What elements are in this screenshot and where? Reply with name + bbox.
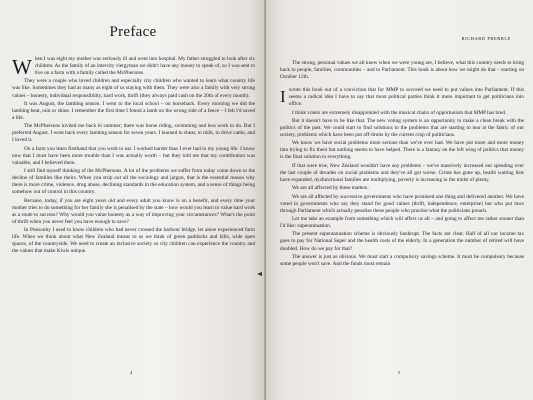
page-edge-marker bbox=[257, 272, 262, 276]
drop-cap-w: W bbox=[12, 55, 32, 79]
left-paragraph-6: I still find myself thinking of the McPhersons. A lot of the problems we suffer from today come down to the decline of families like theirs. When you strip out all the sociology and jargon, that is the essential reason why there is more crime, violence, drug abuse, declining standards in the education system, and a sense of things being somehow out of control in this country. bbox=[12, 168, 255, 196]
left-paragraph-5: On a farm you learn firsthand that you work to eat. I worked harder than I ever had in my young life. I know now that I must have been more trouble than I was actually worth – but they told me that my contribution was valuable, and I believed them. bbox=[12, 145, 255, 166]
right-paragraph-2: I think voters are extremely disappointed with the musical chairs of opportunism that MMP has bred. bbox=[292, 109, 507, 116]
right-text-column bbox=[280, 60, 524, 269]
drop-cap-i: I bbox=[280, 87, 286, 107]
right-paragraph-1: Iwrote this book out of a conviction that for MMP to succeed we need to put values into Parliament. If this seems a radical idea I have to say that most political parties think it more important to get politicians into office. bbox=[280, 87, 524, 108]
right-paragraph-9: The present superannuation scheme is obviously bankrupt. The facts are clear. Half of all our income tax goes to pay for National Super and the health costs of the elderly. In a generation the number of retired will have doubled. How do we pay for that? bbox=[280, 231, 524, 252]
right-paragraph-5: If that were true, New Zealand wouldn't have any problems – we've massively increased our spending over the last couple of decades on social problems and they've all got worse. Crime has gone up, health waiting lists have expanded, dysfunctional families are multiplying, poverty is increasing in the midst of plenty. bbox=[280, 162, 524, 183]
chapter-title: Preface bbox=[109, 24, 157, 40]
left-paragraph-7: Because, today, if you are eight years old and every adult you know is on a benefit, and every time your mother tries to do something for her family she is penalised by the state – how would you learn to value hard work as a route to success? Why would you value honesty as a way of improving your circumstances? What's the point of thrift when you never feel you have enough to save? bbox=[12, 197, 256, 225]
right-paragraph-3: But it doesn't have to be like that. The new voting system is an opportunity to make a clean break with the politics of the past. We could start to find solutions to the problems that are starting to tear at the fabric of our society, problems which have been put off-limits by the current crop of politicians. bbox=[280, 117, 524, 139]
left-text-column bbox=[12, 56, 255, 257]
right-page bbox=[266, 0, 533, 400]
left-paragraph-2: They were a couple who loved children and especially city children who wanted to learn what country life was like. Sometimes they had as many as eight of us staying with them. They were also a family with very strong values – honesty, individual responsibility, hard work, thrift (they always paid cash on the 20th of every month). bbox=[12, 78, 255, 99]
right-paragraph-7: We are all affected by successive governments who have promised one thing and delivered another. We have voted in governments who say they stand for good values (thrift, independence, enterprise) but who put laws through Parliament which actually penalise these people who practise what the politicians preach. bbox=[280, 193, 524, 214]
page-number-right: 5 bbox=[398, 370, 401, 375]
left-paragraph-3: It was August, the lambing season. I went to the local school – on horseback. Every morning we did the lambing beat, rain or shine. I remember the first time I found a lamb on the wrong side of a fence – I felt I'd saved a life. bbox=[12, 100, 255, 121]
right-paragraph-10: The answer is just as obvious. We must start a compulsory savings scheme. It must be compulsory because some people won't save. And the funds must remain bbox=[280, 253, 524, 267]
right-paragraph-8: Let me take an example from something which will affect us all – and going to affect me rather sooner than I'd like: superannuation. bbox=[280, 216, 524, 230]
right-intro-paragraph: The strong, personal values we all knew when we were young are, I believe, what this country needs to bring back to people, families, communities – and to Parliament. This book is about how we might do that – starting on October 12th. bbox=[280, 60, 524, 81]
right-paragraph-4: We know we have social problems more serious than we've ever had. We have put more and more money into trying to fix them but nothing seems to have helped. There is a fantasy on the left wing of politics that money is the final solution to everything. bbox=[280, 140, 524, 161]
left-paragraph-8: In Ponsonby I used to know children who had never crossed the harbour bridge, let alone experienced farm life. When we think about what New Zealand means to us we think of green paddocks and hills, wide open spaces, of the countryside. We need to create an inclusive society so city children can experience the country and the values that make Kiwis unique. bbox=[12, 227, 255, 255]
running-head: RICHARD PREBBLE bbox=[461, 36, 511, 41]
left-paragraph-4: The McPhersons invited me back in summer; there was horse riding, swimming and less work to do. But I preferred August. I went back every lambing season for seven years. I learned to shear, to milk, to drive cattle, and I loved it. bbox=[12, 123, 255, 144]
right-paragraph-6: We are all affected by these matters. bbox=[292, 185, 369, 192]
left-page bbox=[0, 0, 266, 400]
page-number-left: 4 bbox=[130, 370, 133, 375]
left-paragraph-1: When I was eight my mother was seriously ill and went into hospital. My father struggled to look after six children. As the family of an intercity clergyman we didn't have any money to speak of, so I was sent to live on a farm with a family called the McPhersons. bbox=[12, 55, 255, 79]
